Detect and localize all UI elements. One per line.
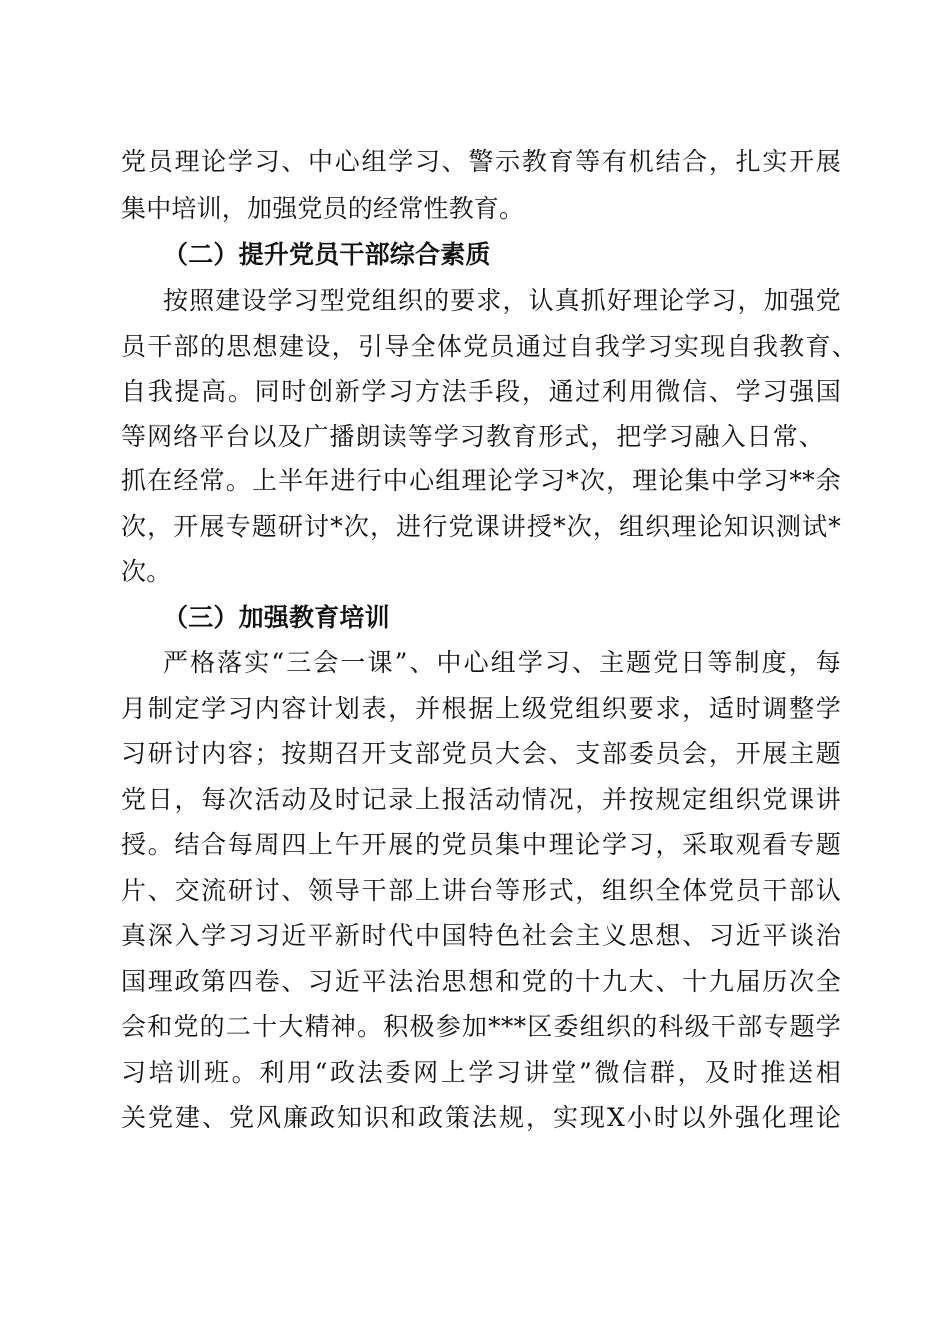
- body-text-line: 党日，每次活动及时记录上报活动情况，并按规定组织党课讲: [121, 785, 841, 814]
- body-text-line: 集中培训，加强党员的经常性教育。: [121, 194, 525, 223]
- body-text-line: 党员理论学习、中心组学习、警示教育等有机结合，扎实开展: [121, 147, 841, 176]
- body-text-line: 关党建、党风廉政知识和政策法规，实现X小时以外强化理论: [121, 1103, 841, 1132]
- body-text-line: 习研讨内容；按期召开支部党员大会、支部委员会，开展主题: [121, 739, 841, 768]
- body-text-line: 抓在经常。上半年进行中心组理论学习*次，理论集中学习**余: [121, 466, 841, 495]
- body-text-line: 片、交流研讨、领导干部上讲台等形式，组织全体党员干部认: [121, 876, 841, 905]
- body-text-line: 按照建设学习型党组织的要求，认真抓好理论学习，加强党: [163, 286, 841, 315]
- body-text-line: 会和党的二十大精神。积极参加***区委组织的科级干部专题学: [121, 1012, 841, 1041]
- body-text-line: 员干部的思想建设，引导全体党员通过自我学习实现自我教育、: [121, 332, 857, 361]
- body-text-line: 月制定学习内容计划表，并根据上级党组织要求，适时调整学: [121, 694, 841, 723]
- body-text-line: 习培训班。利用“政法委网上学习讲堂”微信群，及时推送相: [121, 1058, 841, 1087]
- body-text-line: 真深入学习习近平新时代中国特色社会主义思想、习近平谈治: [121, 921, 841, 950]
- body-text-line: 授。结合每周四上午开展的党员集中理论学习，采取观看专题: [121, 830, 841, 859]
- body-text-line: 严格落实“三会一课”、中心组学习、主题党日等制度，每: [163, 648, 841, 677]
- section-heading-2: （二）提升党员干部综合素质: [163, 240, 491, 269]
- body-text-line: 国理政第四卷、习近平法治思想和党的十九大、十九届历次全: [121, 967, 841, 996]
- body-text-line: 次，开展专题研讨*次，进行党课讲授*次，组织理论知识测试*: [121, 512, 841, 541]
- body-text-line: 次。: [121, 557, 172, 586]
- section-heading-3: （三）加强教育培训: [163, 603, 390, 632]
- body-text-line: 自我提高。同时创新学习方法手段，通过利用微信、学习强国: [121, 377, 841, 406]
- body-text-line: 等网络平台以及广播朗读等学习教育形式，把学习融入日常、: [121, 422, 824, 451]
